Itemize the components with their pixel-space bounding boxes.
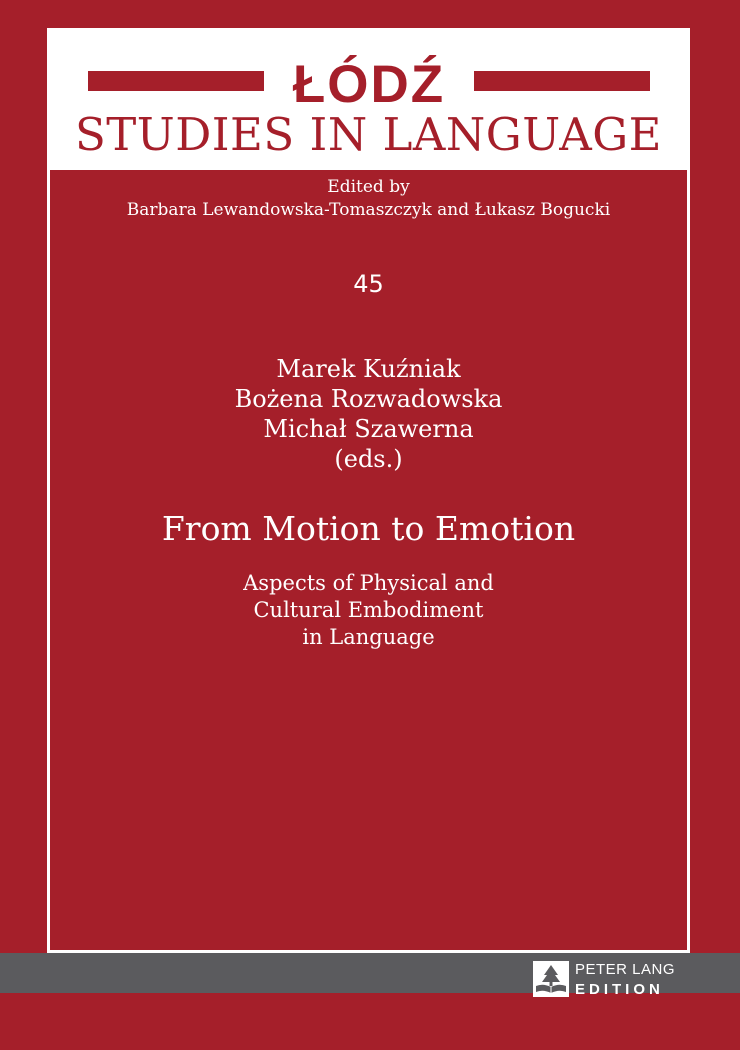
tree-in-book-logo-icon (533, 961, 569, 997)
publisher-logo-block (533, 961, 683, 1001)
volume-number: 45 (353, 270, 384, 298)
book-editors (47, 354, 690, 474)
subtitle-line: in Language (302, 625, 435, 649)
book-title: From Motion to Emotion (161, 509, 576, 548)
editors-suffix: (eds.) (334, 445, 403, 473)
subtitle-line: Aspects of Physical and (243, 571, 494, 595)
book-subtitle (47, 570, 690, 651)
series-rule-left (88, 71, 264, 91)
series-editors: Barbara Lewandowska-Tomaszczyk and Łukasz Bogucki (126, 200, 611, 220)
series-rule-right (474, 71, 650, 91)
editor-name: Marek Kuźniak (276, 355, 461, 383)
series-mark: ŁÓDŹ (292, 55, 446, 114)
subtitle-line: Cultural Embodiment (253, 598, 484, 622)
editor-name: Bożena Rozwadowska (234, 385, 503, 413)
edited-by-label: Edited by (327, 177, 410, 197)
series-title: STUDIES IN LANGUAGE (74, 108, 663, 161)
editor-name: Michał Szawerna (263, 415, 474, 443)
publisher-name: PETER LANG (575, 961, 676, 978)
publisher-imprint: EDITION (575, 981, 664, 998)
